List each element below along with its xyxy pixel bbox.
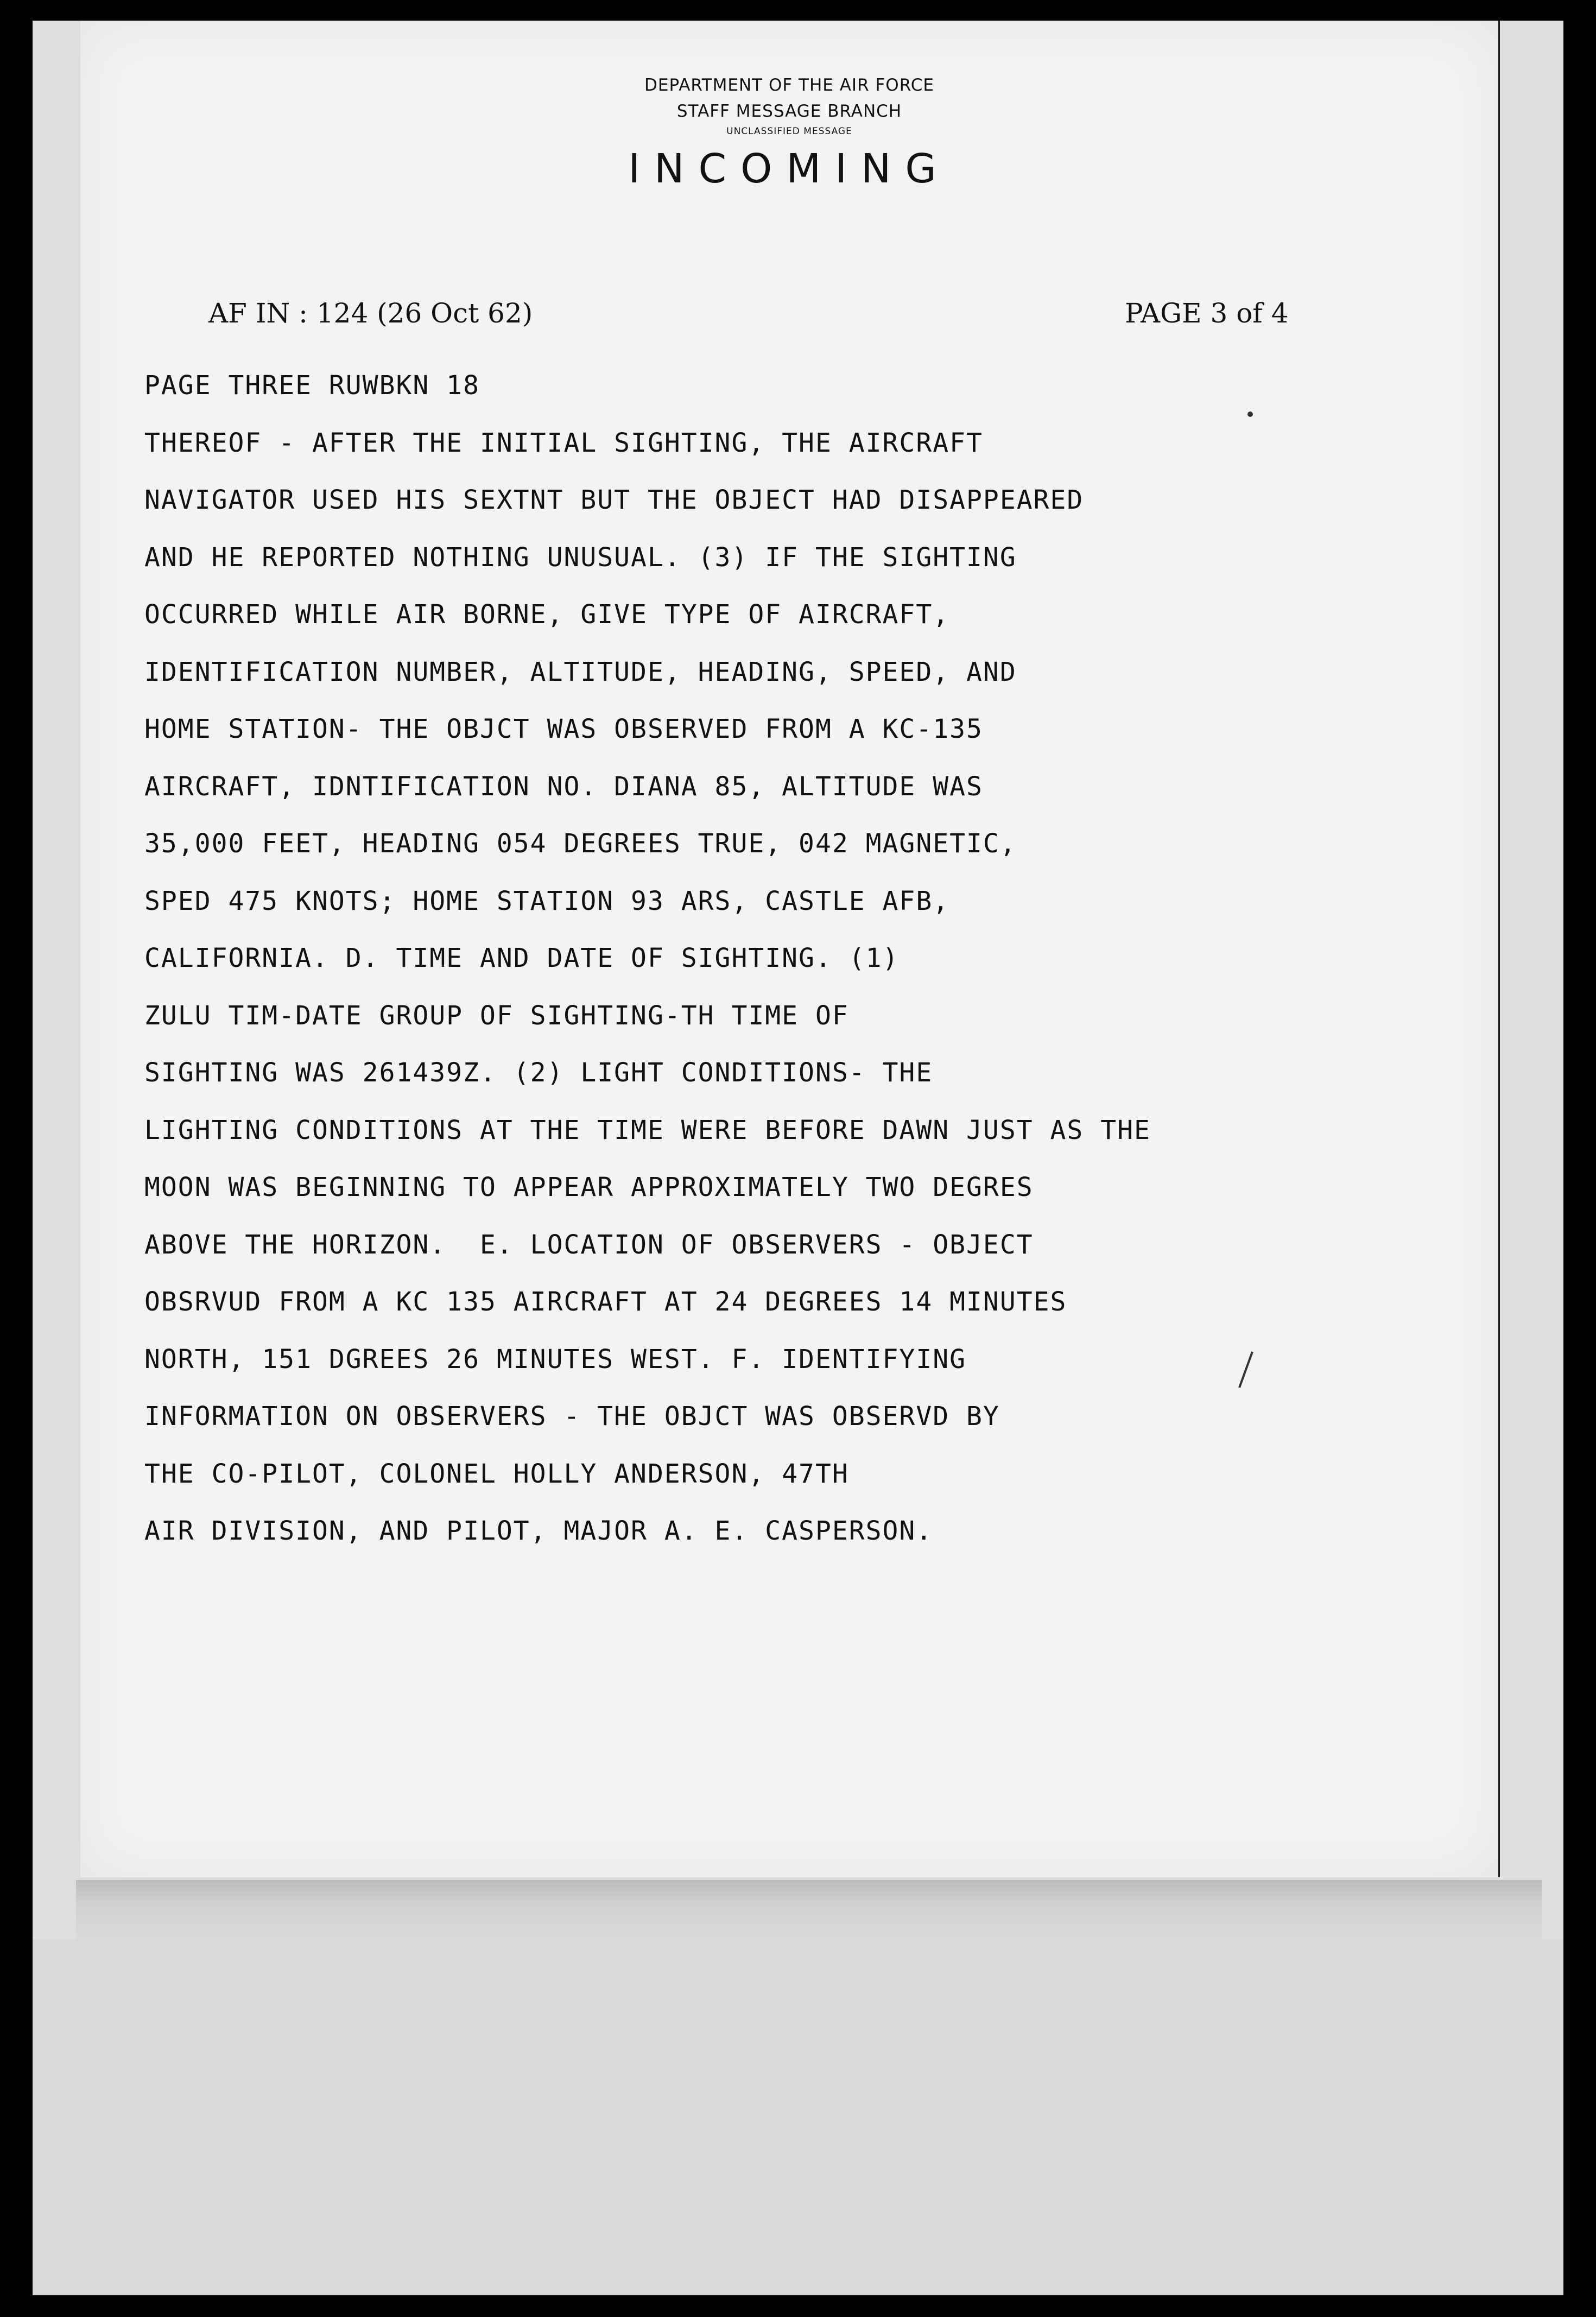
body-line: IDENTIFICATION NUMBER, ALTITUDE, HEADING, SPEED, AND: [144, 656, 1017, 687]
page-shadow-edge: [76, 1880, 1542, 1940]
body-line: THEREOF - AFTER THE INITIAL SIGHTING, THE AIRCRAFT: [144, 427, 983, 458]
body-line: 35,000 FEET, HEADING 054 DEGREES TRUE, 042 MAGNETIC,: [144, 828, 1017, 859]
body-line: NORTH, 151 DGREES 26 MINUTES WEST. F. IDENTIFYING: [144, 1344, 967, 1375]
scan-frame: [33, 21, 1563, 2295]
body-line: MOON WAS BEGINNING TO APPEAR APPROXIMATELY TWO DEGRES: [144, 1172, 1034, 1202]
body-line: AIRCRAFT, IDNTIFICATION NO. DIANA 85, ALTITUDE WAS: [144, 771, 983, 802]
body-line: AND HE REPORTED NOTHING UNUSUAL. (3) IF THE SIGHTING: [144, 542, 1017, 573]
body-line: OCCURRED WHILE AIR BORNE, GIVE TYPE OF AIRCRAFT,: [144, 599, 950, 630]
body-line: CALIFORNIA. D. TIME AND DATE OF SIGHTING. (1): [144, 943, 900, 973]
message-header: [80, 72, 1498, 196]
branch-name: STAFF MESSAGE BRANCH: [676, 102, 902, 121]
message-meta: [80, 297, 1498, 335]
message-body: [144, 357, 1480, 1560]
incoming-title: INCOMING: [628, 145, 951, 192]
body-line: THE CO-PILOT, COLONEL HOLLY ANDERSON, 47TH: [144, 1458, 849, 1489]
body-line: LIGHTING CONDITIONS AT THE TIME WERE BEFORE DAWN JUST AS THE: [144, 1115, 1151, 1145]
body-line: ABOVE THE HORIZON. E. LOCATION OF OBSERVERS - OBJECT: [144, 1229, 1034, 1260]
body-line: SIGHTING WAS 261439Z. (2) LIGHT CONDITIONS- THE: [144, 1058, 933, 1088]
scan-background: [33, 1940, 1563, 2295]
body-line: SPED 475 KNOTS; HOME STATION 93 ARS, CASTLE AFB,: [144, 885, 950, 916]
body-line: NAVIGATOR USED HIS SEXTNT BUT THE OBJECT HAD DISAPPEARED: [144, 485, 1084, 515]
body-line: HOME STATION- THE OBJCT WAS OBSERVED FROM A KC-135: [144, 714, 983, 744]
af-in-reference: AF IN : 124 (26 Oct 62): [208, 297, 533, 329]
message-page: [80, 21, 1500, 1877]
page-number: PAGE 3 of 4: [1125, 297, 1289, 329]
classification-label: UNCLASSIFIED MESSAGE: [726, 126, 852, 137]
body-line: PAGE THREE RUWBKN 18: [144, 370, 480, 401]
pencil-mark: [1247, 412, 1253, 417]
body-line: ZULU TIM-DATE GROUP OF SIGHTING-TH TIME OF: [144, 1000, 849, 1031]
body-line: AIR DIVISION, AND PILOT, MAJOR A. E. CASPERSON.: [144, 1516, 933, 1546]
body-line: INFORMATION ON OBSERVERS - THE OBJCT WAS OBSERVD BY: [144, 1401, 1000, 1432]
department-name: DEPARTMENT OF THE AIR FORCE: [644, 75, 934, 95]
body-line: OBSRVUD FROM A KC 135 AIRCRAFT AT 24 DEGREES 14 MINUTES: [144, 1287, 1067, 1317]
